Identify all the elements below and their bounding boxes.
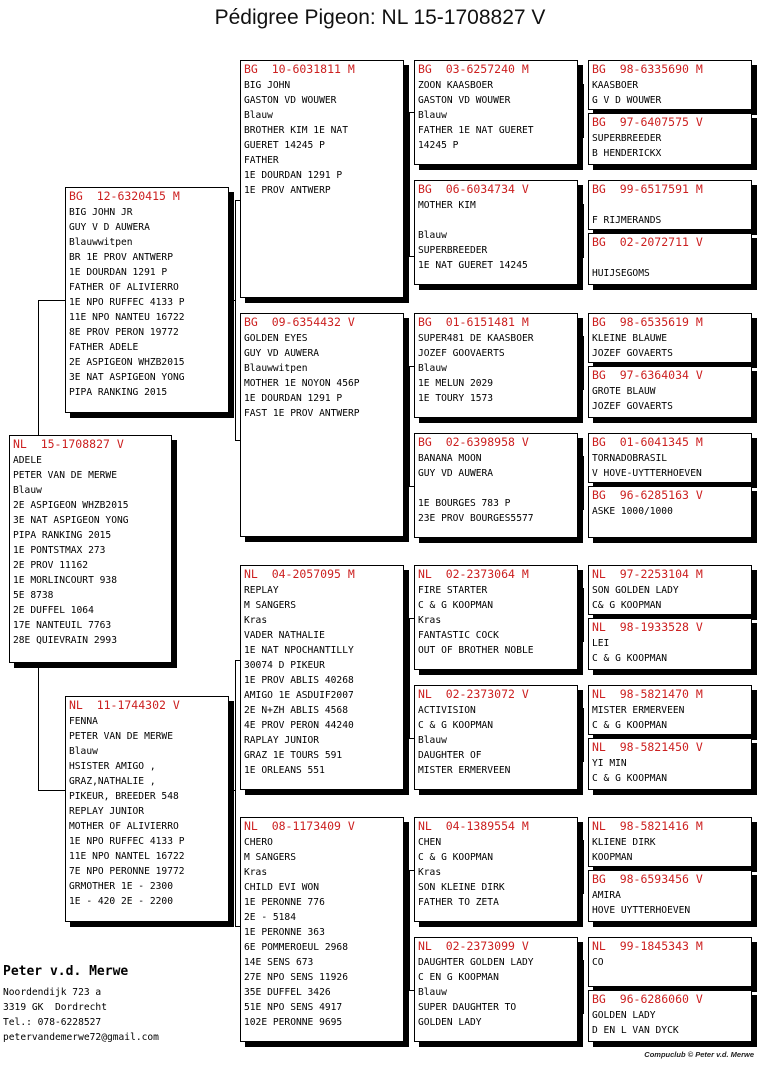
pigeon-card-gen5[interactable] — [588, 817, 752, 867]
ring-number: NL 99-1845343 M — [592, 939, 703, 953]
connector-line — [404, 420, 409, 421]
pigeon-card-paternal-grandfather[interactable] — [240, 60, 404, 298]
info-line: 1E PERONNE 776 — [244, 897, 325, 908]
breeder-line: GUY V D AUWERA — [69, 222, 150, 233]
info-line: GRAZ,NATHALIE , — [69, 776, 156, 787]
color-line: Blauwwitpen — [69, 237, 133, 248]
pigeon-name — [592, 198, 748, 213]
connector-line — [38, 663, 39, 790]
ring-number: BG 99-6517591 M — [592, 182, 703, 196]
pigeon-name: KLEINE BLAUWE — [592, 333, 668, 344]
connector-line — [583, 588, 584, 642]
pigeon-card-gen5[interactable] — [588, 870, 752, 922]
info-line: 1E NAT NPOCHANTILLY — [244, 645, 354, 656]
connector-line — [578, 230, 583, 231]
info-line: 51E NPO SENS 4917 — [244, 1002, 343, 1013]
pigeon-name: BIG JOHN JR — [69, 207, 133, 218]
pigeon-name: GROTE BLAUW — [592, 386, 656, 397]
pigeon-card-paternal-grandmother[interactable] — [240, 313, 404, 537]
ring-number: BG 12-6320415 M — [69, 189, 180, 203]
info-line: FANTASTIC COCK — [418, 630, 499, 641]
pigeon-name: SUPER481 DE KAASBOER — [418, 333, 534, 344]
pigeon-card-gen5[interactable] — [588, 990, 752, 1042]
ring-number: NL 98-5821450 V — [592, 740, 703, 754]
pigeon-name: CO — [592, 957, 604, 968]
info-line: 11E NPO NANTEL 16722 — [69, 851, 185, 862]
connector-line — [38, 300, 39, 435]
pigeon-name: GOLDEN LADY — [592, 1010, 656, 1021]
pigeon-card-subject[interactable] — [9, 435, 172, 663]
pigeon-name: ACTIVISION — [418, 705, 476, 716]
breeder-line: M SANGERS — [244, 600, 296, 611]
pigeon-card-gen5[interactable] — [588, 60, 752, 110]
ring-number: NL 04-2057095 M — [244, 567, 355, 581]
pigeon-card-gen5[interactable] — [588, 366, 752, 418]
pigeon-name: ADELE — [13, 455, 42, 466]
info-line: PIKEUR, BREEDER 548 — [69, 791, 179, 802]
connector-line — [578, 738, 583, 739]
pigeon-card-gen5[interactable] — [588, 433, 752, 483]
info-line: 1E TOURY 1573 — [418, 393, 494, 404]
pigeon-name: REPLAY — [244, 585, 279, 596]
breeder-line: C& G KOOPMAN — [592, 600, 662, 611]
color-line: Blauwwitpen — [244, 363, 308, 374]
ring-number: BG 02-6398958 V — [418, 435, 529, 449]
ring-number: BG 98-6335690 M — [592, 62, 703, 76]
ring-number: NL 98-1933528 V — [592, 620, 703, 634]
info-line: OUT OF BROTHER NOBLE — [418, 645, 534, 656]
ring-number: NL 02-2373072 V — [418, 687, 529, 701]
info-line: FATHER 1E NAT GUERET — [418, 125, 534, 136]
breeder-line: HUIJSEGOMS — [592, 268, 650, 279]
connector-line — [235, 200, 236, 440]
ring-number: NL 08-1173409 V — [244, 819, 355, 833]
color-line: Kras — [418, 615, 442, 626]
breeder-line: B HENDERICKX — [592, 148, 662, 159]
pigeon-card-gen5[interactable] — [588, 685, 752, 735]
breeder-line: C & G KOOPMAN — [418, 720, 494, 731]
pigeon-card-mother[interactable] — [65, 696, 229, 922]
ring-number: NL 97-2253104 M — [592, 567, 703, 581]
color-line: Blauw — [69, 746, 98, 757]
connector-line — [578, 486, 583, 487]
email-link[interactable]: petervandemerwe72@gmail.com — [3, 1032, 159, 1043]
pigeon-card-gen5[interactable] — [588, 233, 752, 285]
breeder-line: C & G KOOPMAN — [592, 773, 668, 784]
info-line: 1E NPO RUFFEC 4133 P — [69, 836, 185, 847]
pigeon-card-great-grandparent[interactable] — [414, 937, 578, 1042]
connector-line — [578, 112, 583, 113]
pigeon-name: DAUGHTER GOLDEN LADY — [418, 957, 534, 968]
info-line: GUERET 14245 P — [244, 140, 325, 151]
pigeon-name: KAASBOER — [592, 80, 639, 91]
info-line: FAST 1E PROV ANTWERP — [244, 408, 360, 419]
info-line: AMIGO 1E ASDUIF2007 — [244, 690, 354, 701]
address-line: 3319 GK Dordrecht — [3, 1002, 107, 1013]
connector-line — [583, 456, 584, 510]
pigeon-name: ASKE 1000/1000 — [592, 506, 673, 517]
connector-line — [409, 870, 410, 990]
info-line: FATHER — [244, 155, 279, 166]
info-line: 1E DOURDAN 1291 P — [244, 170, 343, 181]
info-line: SUPERBREEDER — [418, 245, 488, 256]
breeder-name: Peter v.d. Merwe — [3, 964, 129, 979]
pigeon-card-gen5[interactable] — [588, 486, 752, 538]
info-line: FATHER OF ALIVIERRO — [69, 282, 179, 293]
pigeon-name: FIRE STARTER — [418, 585, 488, 596]
ring-number: BG 97-6407575 V — [592, 115, 703, 129]
info-line: 1E NPO RUFFEC 4133 P — [69, 297, 185, 308]
info-line: 4E PROV PERON 44240 — [244, 720, 354, 731]
pigeon-name: CHERO — [244, 837, 273, 848]
connector-line — [409, 366, 410, 486]
ring-number: BG 98-6535619 M — [592, 315, 703, 329]
pigeon-name: ZOON KAASBOER — [418, 80, 494, 91]
ring-number: BG 97-6364034 V — [592, 368, 703, 382]
info-line: REPLAY JUNIOR — [69, 806, 145, 817]
info-line: 1E MELUN 2029 — [418, 378, 494, 389]
ring-number: NL 11-1744302 V — [69, 698, 180, 712]
info-line: HSISTER AMIGO , — [69, 761, 156, 772]
breeder-line: C & G KOOPMAN — [418, 852, 494, 863]
info-line: SON KLEINE DIRK — [418, 882, 505, 893]
info-line: GRAZ 1E TOURS 591 — [244, 750, 343, 761]
info-line: BROTHER KIM 1E NAT — [244, 125, 348, 136]
connector-line — [38, 790, 65, 791]
breeder-line: D EN L VAN DYCK — [592, 1025, 679, 1036]
pigeon-card-great-grandparent[interactable] — [414, 433, 578, 538]
ring-number: BG 09-6354432 V — [244, 315, 355, 329]
pigeon-card-gen5[interactable] — [588, 937, 752, 987]
info-line: BR 1E PROV ANTWERP — [69, 252, 173, 263]
info-line: 17E NANTEUIL 7763 — [13, 620, 112, 631]
breeder-line: HOVE UYTTERHOEVEN — [592, 905, 691, 916]
connector-line — [38, 300, 65, 301]
pigeon-card-great-grandparent[interactable] — [414, 180, 578, 285]
ring-number: BG 10-6031811 M — [244, 62, 355, 76]
info-line: 1E PERONNE 363 — [244, 927, 325, 938]
pigeon-name: YI MIN — [592, 758, 627, 769]
info-line: 1E ORLEANS 551 — [244, 765, 325, 776]
ring-number: BG 03-6257240 M — [418, 62, 529, 76]
info-line: 3E NAT ASPIGEON YONG — [13, 515, 129, 526]
info-line: GRMOTHER 1E - 2300 — [69, 881, 173, 892]
ring-number: BG 06-6034734 V — [418, 182, 529, 196]
info-line: SUPER DAUGHTER TO — [418, 1002, 517, 1013]
info-line: 11E NPO NANTEU 16722 — [69, 312, 185, 323]
pigeon-name: GOLDEN EYES — [244, 333, 308, 344]
connector-line — [578, 870, 583, 871]
info-line: 2E DUFFEL 1064 — [13, 605, 94, 616]
ring-number: BG 98-6593456 V — [592, 872, 703, 886]
connector-line — [235, 660, 236, 926]
pigeon-card-great-grandparent[interactable] — [414, 565, 578, 670]
info-line: RAPLAY JUNIOR — [244, 735, 320, 746]
ring-number: NL 15-1708827 V — [13, 437, 124, 451]
color-line: Blauw — [244, 110, 273, 121]
breeder-line: GASTON VD WOUWER — [418, 95, 511, 106]
ring-number: NL 98-5821416 M — [592, 819, 703, 833]
info-line: 1E DOURDAN 1291 P — [69, 267, 168, 278]
pigeon-card-maternal-grandmother[interactable] — [240, 817, 404, 1042]
info-line: 27E NPO SENS 11926 — [244, 972, 348, 983]
connector-line — [583, 708, 584, 762]
pigeon-name: SUPERBREEDER — [592, 133, 662, 144]
connector-line — [578, 366, 583, 367]
pigeon-name — [592, 251, 748, 266]
pigeon-card-father[interactable] — [65, 187, 229, 413]
connector-line — [578, 990, 583, 991]
breeder-line: C & G KOOPMAN — [418, 600, 494, 611]
color-line: Kras — [244, 615, 268, 626]
info-line: FATHER TO ZETA — [418, 897, 499, 908]
pigeon-name: MOTHER KIM — [418, 200, 476, 211]
pigeon-name: KLIENE DIRK — [592, 837, 656, 848]
pigeon-card-maternal-grandfather[interactable] — [240, 565, 404, 790]
info-line: 1E MORLINCOURT 938 — [13, 575, 117, 586]
pigeon-card-great-grandparent[interactable] — [414, 60, 578, 165]
pigeon-name: BIG JOHN — [244, 80, 291, 91]
breeder-line — [418, 213, 574, 228]
pigeon-card-gen5[interactable] — [588, 180, 752, 230]
info-line: 1E PROV ABLIS 40268 — [244, 675, 354, 686]
connector-line — [578, 618, 583, 619]
connector-line — [404, 930, 409, 931]
address-line: Noordendijk 723 a — [3, 987, 102, 998]
pigeon-card-great-grandparent[interactable] — [414, 313, 578, 418]
breeder-line: M SANGERS — [244, 852, 296, 863]
color-line: Blauw — [13, 485, 42, 496]
breeder-line: G V D WOUWER — [592, 95, 662, 106]
breeder-line: C EN G KOOPMAN — [418, 972, 499, 983]
connector-line — [583, 204, 584, 258]
connector-line — [404, 180, 409, 181]
color-line: Kras — [418, 867, 442, 878]
info-line: 28E QUIEVRAIN 2993 — [13, 635, 117, 646]
info-line: 2E ASPIGEON WHZB2015 — [69, 357, 185, 368]
pigeon-name: TORNADOBRASIL — [592, 453, 668, 464]
info-line: 8E PROV PERON 19772 — [69, 327, 179, 338]
pigeon-card-gen5[interactable] — [588, 618, 752, 670]
color-line: Blauw — [418, 987, 447, 998]
info-line: GOLDEN LADY — [418, 1017, 482, 1028]
info-line: CHILD EVI WON — [244, 882, 320, 893]
info-line: MOTHER OF ALIVIERRO — [69, 821, 179, 832]
connector-line — [229, 300, 235, 301]
info-line: PIPA RANKING 2015 — [69, 387, 168, 398]
connector-line — [583, 960, 584, 1014]
color-line: Kras — [244, 867, 268, 878]
breeder-line: GASTON VD WOUWER — [244, 95, 337, 106]
pigeon-card-gen5[interactable] — [588, 313, 752, 363]
breeder-line: GUY VD AUWERA — [244, 348, 320, 359]
breeder-info — [3, 963, 159, 1045]
pigeon-card-gen5[interactable] — [588, 113, 752, 165]
breeder-line: JOZEF GOVAERTS — [592, 401, 673, 412]
info-line: 1E DOURDAN 1291 P — [244, 393, 343, 404]
breeder-line: PETER VAN DE MERWE — [69, 731, 173, 742]
info-line: 1E BOURGES 783 P — [418, 498, 511, 509]
info-line: 1E NAT GUERET 14245 — [418, 260, 528, 271]
info-line: 2E PROV 11162 — [13, 560, 89, 571]
phone-line: Tel.: 078-6228527 — [3, 1017, 102, 1028]
pigeon-card-gen5[interactable] — [588, 738, 752, 790]
info-line: VADER NATHALIE — [244, 630, 325, 641]
info-line: 102E PERONNE 9695 — [244, 1017, 343, 1028]
pigeon-name: SON GOLDEN LADY — [592, 585, 679, 596]
pigeon-name: AMIRA — [592, 890, 621, 901]
breeder-line: GUY VD AUWERA — [418, 468, 494, 479]
breeder-line: F RIJMERANDS — [592, 215, 662, 226]
info-line: DAUGHTER OF — [418, 750, 482, 761]
breeder-line: PETER VAN DE MERWE — [13, 470, 117, 481]
connector-line — [409, 112, 410, 256]
connector-line — [404, 680, 409, 681]
info-line: MISTER ERMERVEEN — [418, 765, 511, 776]
info-line: 1E - 420 2E - 2200 — [69, 896, 173, 907]
ring-number: BG 96-6286060 V — [592, 992, 703, 1006]
breeder-line: JOZEF GOVAERTS — [592, 348, 673, 359]
color-line: Blauw — [418, 363, 447, 374]
connector-line — [583, 840, 584, 894]
pigeon-card-great-grandparent[interactable] — [414, 685, 578, 790]
info-line: 35E DUFFEL 3426 — [244, 987, 331, 998]
breeder-line: V HOVE-UYTTERHOEVEN — [592, 468, 702, 479]
pigeon-name: BANANA MOON — [418, 453, 482, 464]
pigeon-card-great-grandparent[interactable] — [414, 817, 578, 922]
breeder-line: KOOPMAN — [592, 852, 633, 863]
color-line: Blauw — [418, 230, 447, 241]
breeder-line: C & G KOOPMAN — [592, 653, 668, 664]
breeder-line: JOZEF GOOVAERTS — [418, 348, 505, 359]
footer-credit: Compuclub © Peter v.d. Merwe — [644, 1050, 754, 1059]
info-line: PIPA RANKING 2015 — [13, 530, 112, 541]
color-line — [418, 481, 574, 496]
info-line: 30074 D PIKEUR — [244, 660, 325, 671]
info-line: MOTHER 1E NOYON 456P — [244, 378, 360, 389]
ring-number: BG 01-6151481 M — [418, 315, 529, 329]
connector-line — [409, 618, 410, 738]
info-line: 2E - 5184 — [244, 912, 296, 923]
ring-number: BG 96-6285163 V — [592, 488, 703, 502]
info-line: FATHER ADELE — [69, 342, 139, 353]
color-line: Blauw — [418, 110, 447, 121]
ring-number: NL 98-5821470 M — [592, 687, 703, 701]
info-line: 14245 P — [418, 140, 459, 151]
ring-number: BG 01-6041345 M — [592, 435, 703, 449]
ring-number: BG 02-2072711 V — [592, 235, 703, 249]
color-line: Blauw — [418, 735, 447, 746]
pigeon-card-gen5[interactable] — [588, 565, 752, 615]
connector-line — [583, 336, 584, 390]
info-line: 5E 8738 — [13, 590, 54, 601]
ring-number: NL 02-2373099 V — [418, 939, 529, 953]
pigeon-name: FENNA — [69, 716, 98, 727]
breeder-line: C & G KOOPMAN — [592, 720, 668, 731]
connector-line — [229, 790, 235, 791]
info-line: 6E POMMEROEUL 2968 — [244, 942, 348, 953]
info-line: 14E SENS 673 — [244, 957, 314, 968]
info-line: 2E ASPIGEON WHZB2015 — [13, 500, 129, 511]
info-line: 2E N+ZH ABLIS 4568 — [244, 705, 348, 716]
info-line: 7E NPO PERONNE 19772 — [69, 866, 185, 877]
info-line: 23E PROV BOURGES5577 — [418, 513, 534, 524]
pigeon-name: MISTER ERMERVEEN — [592, 705, 685, 716]
connector-line — [583, 84, 584, 138]
info-line: 1E PROV ANTWERP — [244, 185, 331, 196]
info-line: 1E PONTSTMAX 273 — [13, 545, 106, 556]
pigeon-name: LEI — [592, 638, 610, 649]
ring-number: NL 04-1389554 M — [418, 819, 529, 833]
ring-number: NL 02-2373064 M — [418, 567, 529, 581]
pigeon-name: CHEN — [418, 837, 442, 848]
info-line: 3E NAT ASPIGEON YONG — [69, 372, 185, 383]
page-title: Pédigree Pigeon: NL 15-1708827 V — [214, 6, 546, 29]
